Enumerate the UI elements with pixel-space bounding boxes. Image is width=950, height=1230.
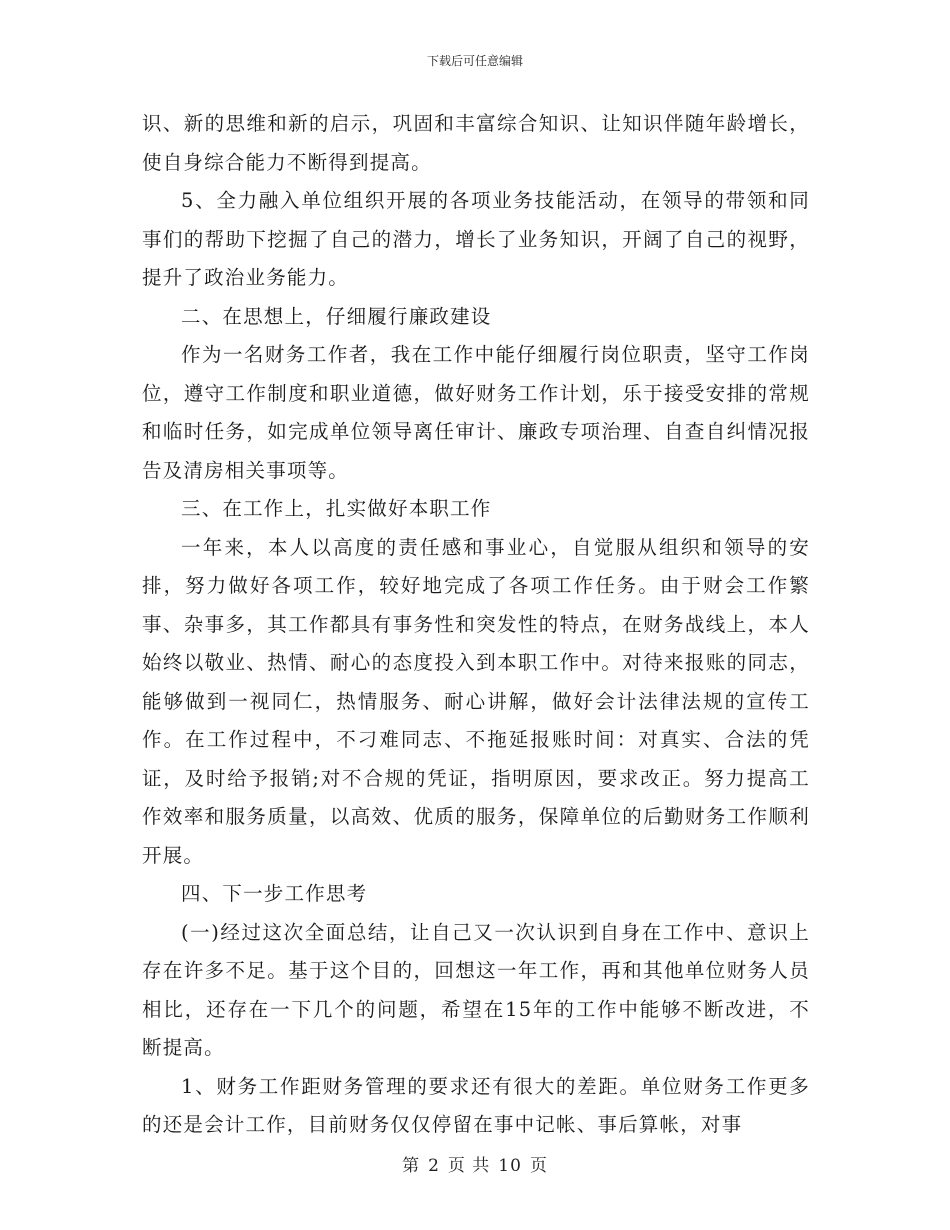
- paragraph-continued: 识、新的思维和新的启示，巩固和丰富综合知识、让知识伴随年龄增长，使自身综合能力不断得到提高。: [142, 112, 810, 174]
- section-heading-4: 四、下一步工作思考: [181, 882, 368, 905]
- document-body: [142, 105, 810, 1145]
- paragraph-section-4-part-1: (一)经过这次全面总结，让自己又一次认识到自身在工作中、意识上存在许多不足。基于这个目的，回想这一年工作，再和其他单位财务人员相比，还存在一下几个的问题，希望在15年的工作中能够不断改进，不断提高。: [142, 920, 810, 1059]
- section-heading-2: 二、在思想上，仔细履行廉政建设: [181, 304, 492, 328]
- footer-suffix: 页: [529, 1156, 548, 1176]
- paragraph-item-1: 1、财务工作距财务管理的要求还有很大的差距。单位财务工作更多的还是会计工作，目前财务仅仅停留在事中记帐、事后算帐，对事: [142, 1074, 810, 1136]
- current-page-number: 2: [428, 1156, 440, 1176]
- paragraph-section-3: 一年来，本人以高度的责任感和事业心，自觉服从组织和领导的安排，努力做好各项工作，较好地完成了各项工作任务。由于财会工作繁事、杂事多，其工作都具有事务性和突发性的特点，在财务战线上，本人始终以敬业、热情、耐心的态度投入到本职工作中。对待来报账的同志，能够做到一视同仁，热情服务、耐心讲解，做好会计法律法规的宣传工作。在工作过程中，不刁难同志、不拖延报账时间：对真实、合法的凭证，及时给予报销;对不合规的凭证，指明原因，要求改正。努力提高工作效率和服务质量，以高效、优质的服务，保障单位的后勤财务工作顺利开展。: [142, 535, 810, 867]
- total-pages-number: 10: [498, 1156, 522, 1176]
- page-header: [0, 53, 950, 69]
- header-text: 下载后可任意编辑: [426, 54, 523, 68]
- paragraph-item-5: 5、全力融入单位组织开展的各项业务技能活动，在领导的带领和同事们的帮助下挖掘了自己的潜力，增长了业务知识，开阔了自己的视野，提升了政治业务能力。: [142, 189, 810, 289]
- footer-prefix: 第: [402, 1156, 421, 1176]
- footer-mid: 页 共: [447, 1156, 491, 1176]
- page-footer: [0, 1155, 950, 1177]
- paragraph-section-2: 作为一名财务工作者，我在工作中能仔细履行岗位职责，坚守工作岗位，遵守工作制度和职业道德，做好财务工作计划，乐于接受安排的常规和临时任务，如完成单位领导离任审计、廉政专项治理、自查自纠情况报告及清房相关事项等。: [142, 343, 810, 482]
- section-heading-3: 三、在工作上，扎实做好本职工作: [181, 497, 492, 520]
